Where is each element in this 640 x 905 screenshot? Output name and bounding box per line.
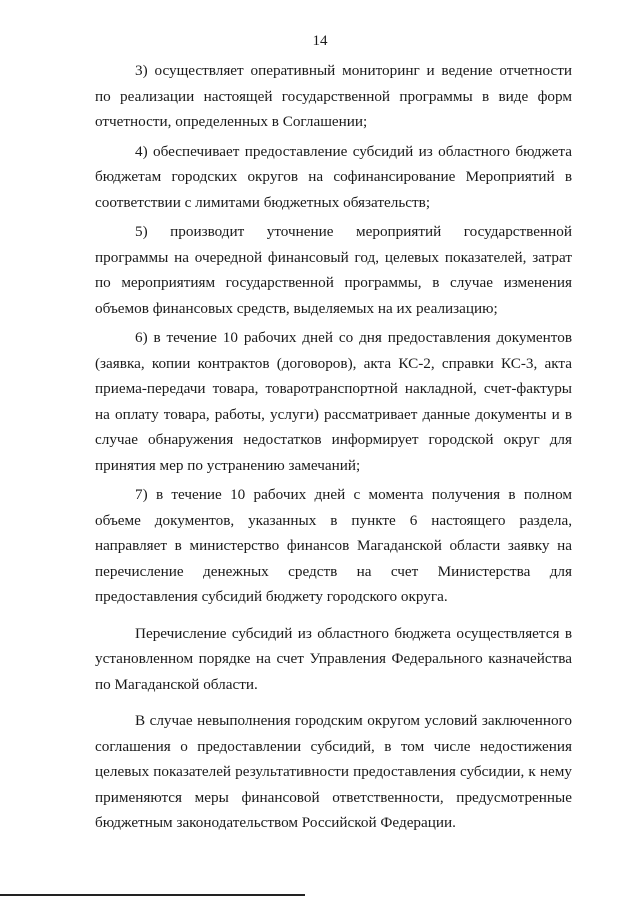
footer-rule xyxy=(0,894,305,896)
paragraph-subsidy-transfer: Перечисление субсидий из областного бюджета осуществляется в установленном порядке на счет Управления Федерального казначейства по Магаданской области. xyxy=(95,624,572,693)
page-number: 14 xyxy=(312,33,328,49)
paragraph-item-7: 7) в течение 10 рабочих дней с момента получения в полном объеме документов, указанных в пункте 6 настоящего раздела, направляет в министерство финансов Магаданской области заявку на перечисление денежных средств на счет Министерства для предоставления субсидий бюджету городского округа. xyxy=(95,486,572,605)
paragraph-item-4: 4) обеспечивает предоставление субсидий из областного бюджета бюджетам городских округов на софинансирование Мероприятий в соответствии с лимитами бюджетных обязательств; xyxy=(95,142,572,211)
paragraph-financial-responsibility: В случае невыполнения городским округом условий заключенного соглашения о предоставлении субсидий, в том числе недостижения целевых показателей результативности предоставления субсидии, к нему применяются меры финансовой ответственности, предусмотренные бюджетным законодательством Российской Федерации. xyxy=(95,712,572,831)
paragraph-item-3: 3) осуществляет оперативный мониторинг и ведение отчетности по реализации настоящей государственной программы в виде форм отчетности, определенных в Соглашении; xyxy=(95,62,572,130)
paragraph-item-6: 6) в течение 10 рабочих дней со дня предоставления документов (заявка, копии контрактов (договоров), акта КС-2, справки КС-3, акта приема-передачи товара, товаротранспортной накладной, счет-фактуры на оплату товара, работы, услуги) рассматривает данные документы и в случае обнаружения недостатков информирует городской округ для принятия мер по устранению замечаний; xyxy=(95,329,572,474)
document-body xyxy=(95,58,572,836)
paragraph-item-5: 5) производит уточнение мероприятий государственной программы на очередной финансовый год, целевых показателей, затрат по мероприятиям государственной программы, в случае изменения объемов финансовых средств, выделяемых на их реализацию; xyxy=(95,223,572,317)
